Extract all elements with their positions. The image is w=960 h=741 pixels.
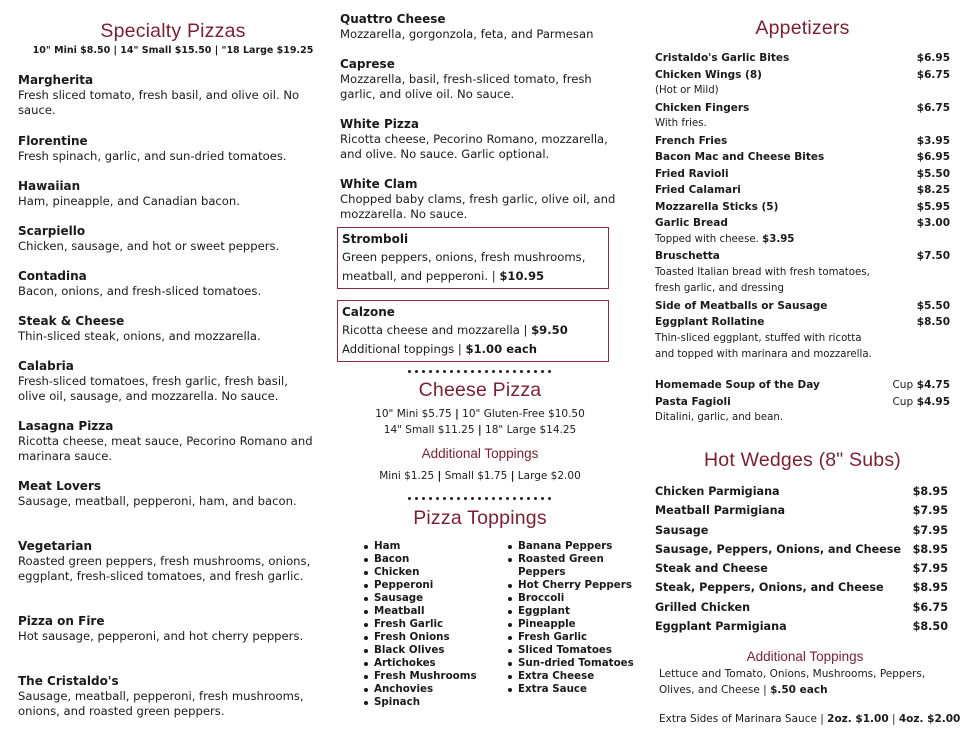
- menu-item-calabria: [18, 359, 318, 404]
- pizza-toppings-title: Pizza Toppings: [413, 507, 547, 529]
- item-name: Scarpiello: [18, 224, 86, 238]
- item-name: White Pizza: [340, 117, 419, 131]
- menu-item-lasagna-pizza: [18, 419, 318, 464]
- item-price: $7.95: [912, 523, 948, 537]
- item-note: Thin-sliced eggplant, stuffed with ricotta and topped with marinara and mozzarella.: [655, 332, 872, 360]
- stromboli-box: [337, 227, 609, 289]
- item-name: Chicken Parmigiana: [655, 485, 780, 498]
- menu-item-steak-cheese: [18, 314, 318, 344]
- calzone-extra-price: $1.00 each: [465, 342, 538, 356]
- item-desc: Ham, pineapple, and Canadian bacon.: [18, 194, 240, 208]
- item-price: $8.25: [916, 184, 950, 196]
- item-desc: Hot sausage, pepperoni, and hot cherry peppers.: [18, 629, 304, 643]
- item-price: $4.95: [916, 395, 950, 408]
- item-name: Caprese: [340, 57, 395, 71]
- separator: |: [891, 713, 896, 725]
- item-desc: Sausage, meatball, pepperoni, ham, and bacon.: [18, 494, 297, 508]
- item-price: $4.75: [916, 379, 950, 391]
- appetizers-title: Appetizers: [755, 17, 850, 39]
- item-desc: Ricotta cheese, meat sauce, Pecorino Romano and marinara sauce.: [18, 434, 313, 464]
- list-item: Eggplant: [518, 605, 638, 618]
- note-price: $3.95: [762, 233, 795, 245]
- item-price: $6.75: [916, 101, 950, 114]
- item-name: Lasagna Pizza: [18, 419, 114, 433]
- item-price: $8.50: [916, 316, 950, 328]
- wedge-row: [655, 617, 948, 636]
- item-price: $7.50: [916, 250, 950, 262]
- menu-item-caprese: [340, 57, 630, 102]
- stromboli-price: $10.95: [499, 269, 545, 283]
- item-desc: Chopped baby clams, fresh garlic, olive oil, and mozzarella. No sauce.: [340, 192, 616, 222]
- list-item: Sausage: [374, 592, 504, 605]
- item-price: $6.75: [916, 68, 950, 81]
- stromboli-desc: Green peppers, onions, fresh mushrooms, meatball, and pepperoni. |: [342, 250, 586, 283]
- item-name: Calabria: [18, 359, 74, 373]
- list-item: Fresh Onions: [374, 631, 504, 644]
- item-name: Sausage, Peppers, Onions, and Cheese: [655, 542, 902, 556]
- item-name: Florentine: [18, 134, 88, 148]
- cheese-additional-toppings-title: Additional Toppings: [421, 446, 539, 461]
- menu-item-white-pizza: [340, 117, 630, 162]
- cheese-pizza-prices-line1: [340, 407, 620, 422]
- price-text: Small $1.75: [441, 470, 511, 482]
- list-item: Fresh Garlic: [518, 631, 638, 644]
- item-name: Mozzarella Sticks (5): [655, 200, 779, 213]
- wedge-row: [655, 578, 948, 597]
- list-item: Pineapple: [518, 618, 638, 631]
- item-name: Homemade Soup of the Day: [655, 379, 820, 391]
- item-price: $8.95: [912, 581, 948, 595]
- appetizer-row: [655, 100, 950, 117]
- list-item: Black Olives: [374, 644, 504, 657]
- calzone-price: $9.50: [531, 323, 568, 337]
- item-price: $8.95: [912, 485, 948, 498]
- item-name: Pizza on Fire: [18, 614, 105, 628]
- item-price: $7.95: [912, 504, 948, 518]
- list-item: Ham: [374, 540, 504, 553]
- item-desc: [342, 248, 604, 286]
- item-price: $3.95: [916, 134, 950, 147]
- marinara-label: Extra Sides of Marinara Sauce |: [659, 713, 824, 725]
- soup-row: [655, 377, 950, 394]
- item-name: The Cristaldo's: [18, 674, 119, 688]
- wedges-additional-toppings-title: Additional Toppings: [746, 649, 864, 664]
- menu-item-pizza-on-fire: [18, 614, 318, 644]
- item-name: Contadina: [18, 269, 87, 283]
- item-name: Meat Lovers: [18, 479, 102, 493]
- item-name: Vegetarian: [18, 539, 93, 553]
- list-item: Spinach: [374, 696, 504, 709]
- separator: |: [437, 470, 442, 482]
- wedge-row: [655, 559, 948, 578]
- dot-divider: [408, 370, 558, 374]
- list-item: Broccoli: [518, 592, 638, 605]
- item-desc: Roasted green peppers, fresh mushrooms, onions, eggplant, fresh-sliced tomatoes, and fresh garlic.: [18, 554, 311, 584]
- item-price: $5.95: [916, 200, 950, 213]
- item-desc: Mozzarella, gorgonzola, feta, and Parmesan: [340, 27, 594, 41]
- menu-item-the-cristaldos: [18, 674, 318, 719]
- item-desc: Sausage, meatball, pepperoni, fresh mushrooms, onions, and roasted green peppers.: [18, 689, 304, 719]
- list-item: Pepperoni: [374, 579, 504, 592]
- appetizer-row: [655, 215, 950, 232]
- item-desc: Ricotta cheese, Pecorino Romano, mozzarella, and olive. No sauce. Garlic optional.: [340, 132, 608, 162]
- item-note: (Hot or Mild): [655, 85, 719, 96]
- wedge-row: [655, 482, 948, 501]
- price-text: 10" Mini $5.75: [375, 408, 455, 420]
- item-desc: Bacon, onions, and fresh-sliced tomatoes.: [18, 284, 262, 298]
- item-price: $8.95: [912, 542, 948, 556]
- item-desc: Fresh spinach, garlic, and sun-dried tomatoes.: [18, 149, 287, 163]
- appetizer-row: [655, 314, 950, 331]
- item-name: Hawaiian: [18, 179, 81, 193]
- item-name: Eggplant Rollatine: [655, 316, 765, 328]
- list-item: Fresh Mushrooms: [374, 670, 504, 683]
- calzone-extra: Additional toppings |: [342, 342, 462, 356]
- appetizer-row: [655, 67, 950, 84]
- menu-item-meat-lovers: [18, 479, 318, 509]
- item-note: [655, 232, 950, 249]
- item-name: Garlic Bread: [655, 217, 728, 229]
- menu-item-hawaiian: [18, 179, 318, 209]
- menu-item-white-clam: [340, 177, 630, 222]
- item-price-group: [892, 377, 950, 394]
- list-item: Meatball: [374, 605, 504, 618]
- item-desc: [342, 321, 604, 340]
- item-name: Fried Calamari: [655, 184, 741, 196]
- list-item: Artichokes: [374, 657, 504, 670]
- item-note: Toasted Italian bread with fresh tomatoes, fresh garlic, and dressing: [655, 266, 870, 294]
- appetizer-row: [655, 50, 950, 67]
- item-name: White Clam: [340, 177, 418, 191]
- marinara-2oz: 2oz. $1.00: [827, 713, 889, 725]
- item-name: Bacon Mac and Cheese Bites: [655, 151, 825, 163]
- item-desc: Fresh sliced tomato, fresh basil, and olive oil. No sauce.: [18, 88, 300, 118]
- list-item: Bacon: [374, 553, 504, 566]
- cup-label: Cup: [892, 395, 914, 408]
- item-name: Stromboli: [342, 232, 409, 246]
- price-text: 14" Small $11.25: [383, 424, 478, 436]
- item-price: $7.95: [912, 562, 948, 576]
- separator: |: [510, 470, 515, 482]
- cheese-pizza-prices-line2: [340, 423, 620, 438]
- cheese-pizza-title: Cheese Pizza: [418, 379, 542, 401]
- note-text: Topped with cheese.: [655, 233, 759, 245]
- menu-item-margherita: [18, 73, 318, 118]
- appetizer-row: [655, 199, 950, 216]
- item-price: $3.00: [916, 217, 950, 229]
- list-item: Extra Cheese: [518, 670, 638, 683]
- separator: |: [477, 424, 482, 436]
- item-name: Fried Ravioli: [655, 167, 729, 180]
- appetizer-row: [655, 133, 950, 150]
- pasta-row: [655, 394, 950, 411]
- item-name: Side of Meatballs or Sausage: [655, 299, 828, 312]
- price-text: 10" Gluten-Free $10.50: [458, 408, 585, 420]
- item-name: Cristaldo's Garlic Bites: [655, 52, 790, 64]
- cheese-additional-toppings-prices: [340, 469, 620, 484]
- item-desc: Fresh-sliced tomatoes, fresh garlic, fresh basil, olive oil, sausage, and mozzarella. No sauce.: [18, 374, 288, 404]
- item-price: $5.50: [916, 299, 950, 312]
- menu-item-scarpiello: [18, 224, 318, 254]
- hot-wedges-title: Hot Wedges (8" Subs): [704, 449, 901, 471]
- list-item: Banana Peppers: [518, 540, 638, 553]
- marinara-sides: [659, 712, 959, 727]
- item-price: $5.50: [916, 167, 950, 180]
- list-item: Chicken: [374, 566, 504, 579]
- wedge-row: [655, 598, 948, 617]
- item-name: Quattro Cheese: [340, 12, 446, 26]
- menu-item-contadina: [18, 269, 318, 299]
- appetizer-row: [655, 248, 950, 265]
- wedges-additional-toppings-desc: [659, 667, 949, 698]
- item-name: Steak & Cheese: [18, 314, 125, 328]
- menu-item-florentine: [18, 134, 318, 164]
- appetizer-row: [655, 298, 950, 315]
- item-price: $6.95: [916, 151, 950, 163]
- list-item: Fresh Garlic: [374, 618, 504, 631]
- item-name: Margherita: [18, 73, 94, 87]
- item-name: Calzone: [342, 305, 395, 319]
- appetizer-row: [655, 149, 950, 166]
- appetizer-row: [655, 182, 950, 199]
- appetizers-list: [655, 50, 950, 364]
- menu-item-quattro-cheese: [340, 12, 630, 42]
- item-name: Chicken Wings (8): [655, 68, 762, 81]
- list-item: Hot Cherry Peppers: [518, 579, 638, 592]
- item-name: French Fries: [655, 134, 728, 147]
- list-item: Extra Sauce: [518, 683, 638, 696]
- item-name: Chicken Fingers: [655, 101, 750, 114]
- item-note: With fries.: [655, 118, 707, 129]
- marinara-4oz: 4oz. $2.00: [898, 713, 960, 725]
- list-item: Roasted Green Peppers: [518, 553, 638, 579]
- item-price: $8.50: [912, 620, 948, 634]
- item-name: Pasta Fagioli: [655, 395, 731, 408]
- calzone-box: [337, 300, 609, 362]
- price-text: 18" Large $14.25: [481, 424, 577, 436]
- list-item: Sliced Tomatoes: [518, 644, 638, 657]
- separator: |: [455, 408, 459, 420]
- item-name: Sausage: [655, 523, 709, 537]
- dot-divider: [408, 497, 558, 501]
- item-price-group: [892, 394, 950, 411]
- wedge-row: [655, 521, 948, 540]
- item-price: $6.75: [912, 600, 948, 614]
- soup-list: [655, 377, 950, 427]
- toppings-price: $.50 each: [770, 683, 828, 696]
- item-extra: [342, 340, 604, 359]
- wedge-row: [655, 501, 948, 520]
- appetizer-row: [655, 166, 950, 183]
- toppings-text: Lettuce and Tomato, Onions, Mushrooms, Peppers, Olives, and Cheese |: [659, 668, 926, 696]
- toppings-list-right: [506, 540, 638, 696]
- item-name: Meatball Parmigiana: [655, 504, 786, 518]
- item-name: Steak and Cheese: [655, 562, 768, 576]
- item-note: Ditalini, garlic, and bean.: [655, 412, 784, 423]
- item-price: $6.95: [916, 52, 950, 64]
- item-name: Steak, Peppers, Onions, and Cheese: [655, 581, 884, 595]
- list-item: Sun-dried Tomatoes: [518, 657, 638, 670]
- item-name: Bruschetta: [655, 250, 720, 262]
- menu-item-vegetarian: [18, 539, 318, 584]
- price-text: Mini $1.25: [379, 470, 438, 482]
- wedge-row: [655, 540, 948, 559]
- item-name: Grilled Chicken: [655, 600, 751, 614]
- item-desc: Thin-sliced steak, onions, and mozzarella.: [18, 329, 261, 343]
- item-desc: Mozzarella, basil, fresh-sliced tomato, fresh garlic, and olive oil. No sauce.: [340, 72, 592, 102]
- item-desc: Chicken, sausage, and hot or sweet peppers.: [18, 239, 280, 253]
- toppings-list-left: [362, 540, 504, 709]
- list-item: Anchovies: [374, 683, 504, 696]
- hot-wedges-list: [655, 482, 948, 636]
- cup-label: Cup: [892, 379, 914, 391]
- specialty-pizzas-prices: 10" Mini $8.50 | 14" Small $15.50 | "18 Large $19.25: [32, 45, 314, 56]
- price-text: Large $2.00: [514, 470, 581, 482]
- item-name: Eggplant Parmigiana: [655, 620, 787, 634]
- specialty-pizzas-title: Specialty Pizzas: [100, 20, 246, 42]
- calzone-desc: Ricotta cheese and mozzarella |: [342, 323, 528, 337]
